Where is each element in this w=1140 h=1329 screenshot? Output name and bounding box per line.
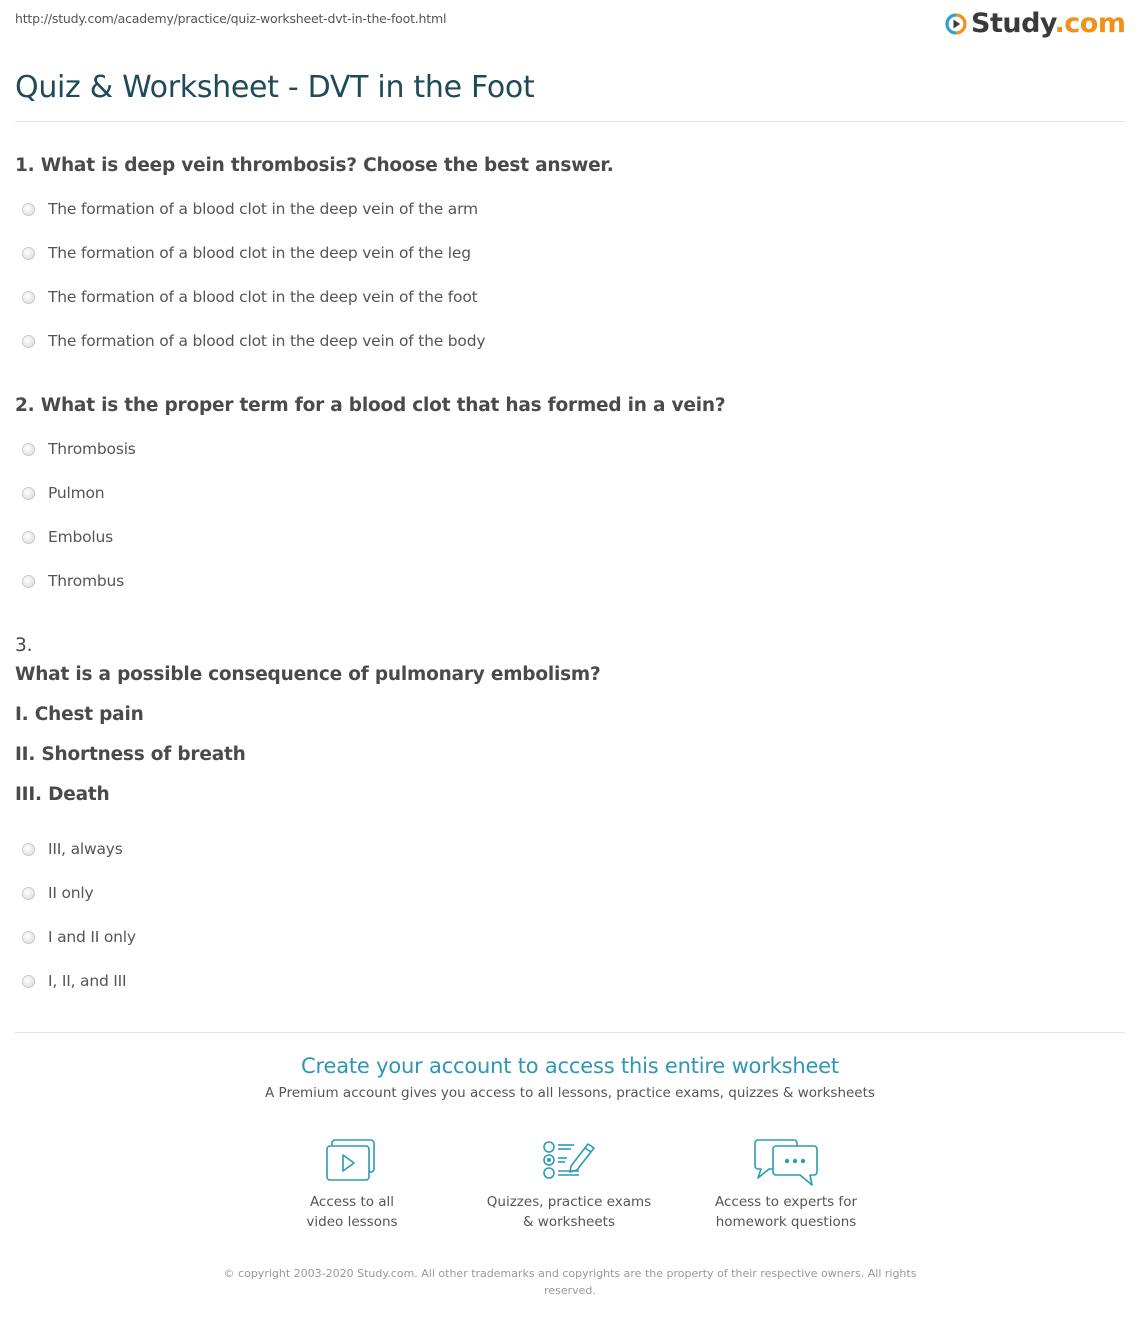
q1-option-4[interactable] <box>22 332 485 350</box>
radio-button[interactable] <box>22 247 35 260</box>
q2-option-3[interactable] <box>22 528 113 546</box>
q3-statement-3: III. Death <box>15 784 110 805</box>
q3-option-4[interactable] <box>22 972 126 990</box>
option-label: Pulmon <box>48 484 105 502</box>
q2-option-4[interactable] <box>22 572 124 590</box>
play-logo-icon <box>945 13 967 35</box>
q1-option-1[interactable] <box>22 200 478 218</box>
feature-label: Access to experts for <box>714 1194 857 1210</box>
option-label: III, always <box>48 840 123 858</box>
create-account-link[interactable]: Create your account to access this entire worksheet <box>301 1054 839 1078</box>
radio-button[interactable] <box>22 335 35 348</box>
quiz-checklist-icon <box>541 1138 597 1182</box>
feature-label: homework questions <box>715 1214 857 1230</box>
radio-button[interactable] <box>22 203 35 216</box>
q3-statement-2: II. Shortness of breath <box>15 744 246 765</box>
copyright-notice: © copyright 2003-2020 Study.com. All other trademarks and copyrights are the property of their respective owners. All rights reserved. <box>223 1267 917 1297</box>
feature-label: & worksheets <box>522 1214 615 1230</box>
option-label: II only <box>48 884 94 902</box>
radio-button[interactable] <box>22 487 35 500</box>
radio-button[interactable] <box>22 975 35 988</box>
feature-experts <box>686 1138 886 1232</box>
question-3-number: 3. <box>15 635 33 656</box>
radio-button[interactable] <box>22 531 35 544</box>
logo-wordmark: Study.com <box>971 8 1126 39</box>
radio-button[interactable] <box>22 291 35 304</box>
q2-option-2[interactable] <box>22 484 104 502</box>
option-label: Embolus <box>48 528 114 546</box>
study-logo[interactable] <box>945 9 1125 39</box>
cta-subtitle: A Premium account gives you access to all lessons, practice exams, quizzes & worksheets <box>265 1085 875 1101</box>
radio-button[interactable] <box>22 443 35 456</box>
feature-video-lessons <box>252 1138 452 1232</box>
radio-button[interactable] <box>22 887 35 900</box>
option-label: Thrombus <box>48 572 125 590</box>
feature-label: Access to all <box>309 1194 395 1210</box>
q3-option-1[interactable] <box>22 840 123 858</box>
video-lessons-icon <box>326 1138 378 1182</box>
option-label: Thrombosis <box>48 440 136 458</box>
question-2: 2. What is the proper term for a blood clot that has formed in a vein? <box>15 395 726 416</box>
radio-button[interactable] <box>22 575 35 588</box>
q3-statement-1: I. Chest pain <box>15 704 144 725</box>
divider <box>15 121 1125 122</box>
question-3: What is a possible consequence of pulmonary embolism? <box>15 664 601 685</box>
option-label: I, II, and III <box>48 972 127 990</box>
feature-label: Quizzes, practice exams <box>486 1194 652 1210</box>
option-label: The formation of a blood clot in the deep vein of the body <box>48 332 486 350</box>
radio-button[interactable] <box>22 843 35 856</box>
q3-option-2[interactable] <box>22 884 93 902</box>
option-label: The formation of a blood clot in the deep vein of the leg <box>48 244 471 262</box>
q2-option-1[interactable] <box>22 440 136 458</box>
option-label: I and II only <box>48 928 136 946</box>
feature-label: video lessons <box>306 1214 398 1230</box>
feature-quizzes <box>469 1138 669 1232</box>
page-title: Quiz & Worksheet - DVT in the Foot <box>15 70 535 105</box>
chat-bubbles-icon <box>754 1138 818 1188</box>
page-url: http://study.com/academy/practice/quiz-worksheet-dvt-in-the-foot.html <box>15 11 447 26</box>
q1-option-3[interactable] <box>22 288 478 306</box>
radio-button[interactable] <box>22 931 35 944</box>
option-label: The formation of a blood clot in the deep vein of the arm <box>48 200 478 218</box>
question-1: 1. What is deep vein thrombosis? Choose the best answer. <box>15 155 614 176</box>
divider <box>15 1032 1125 1033</box>
q3-option-3[interactable] <box>22 928 136 946</box>
q1-option-2[interactable] <box>22 244 471 262</box>
option-label: The formation of a blood clot in the deep vein of the foot <box>48 288 478 306</box>
